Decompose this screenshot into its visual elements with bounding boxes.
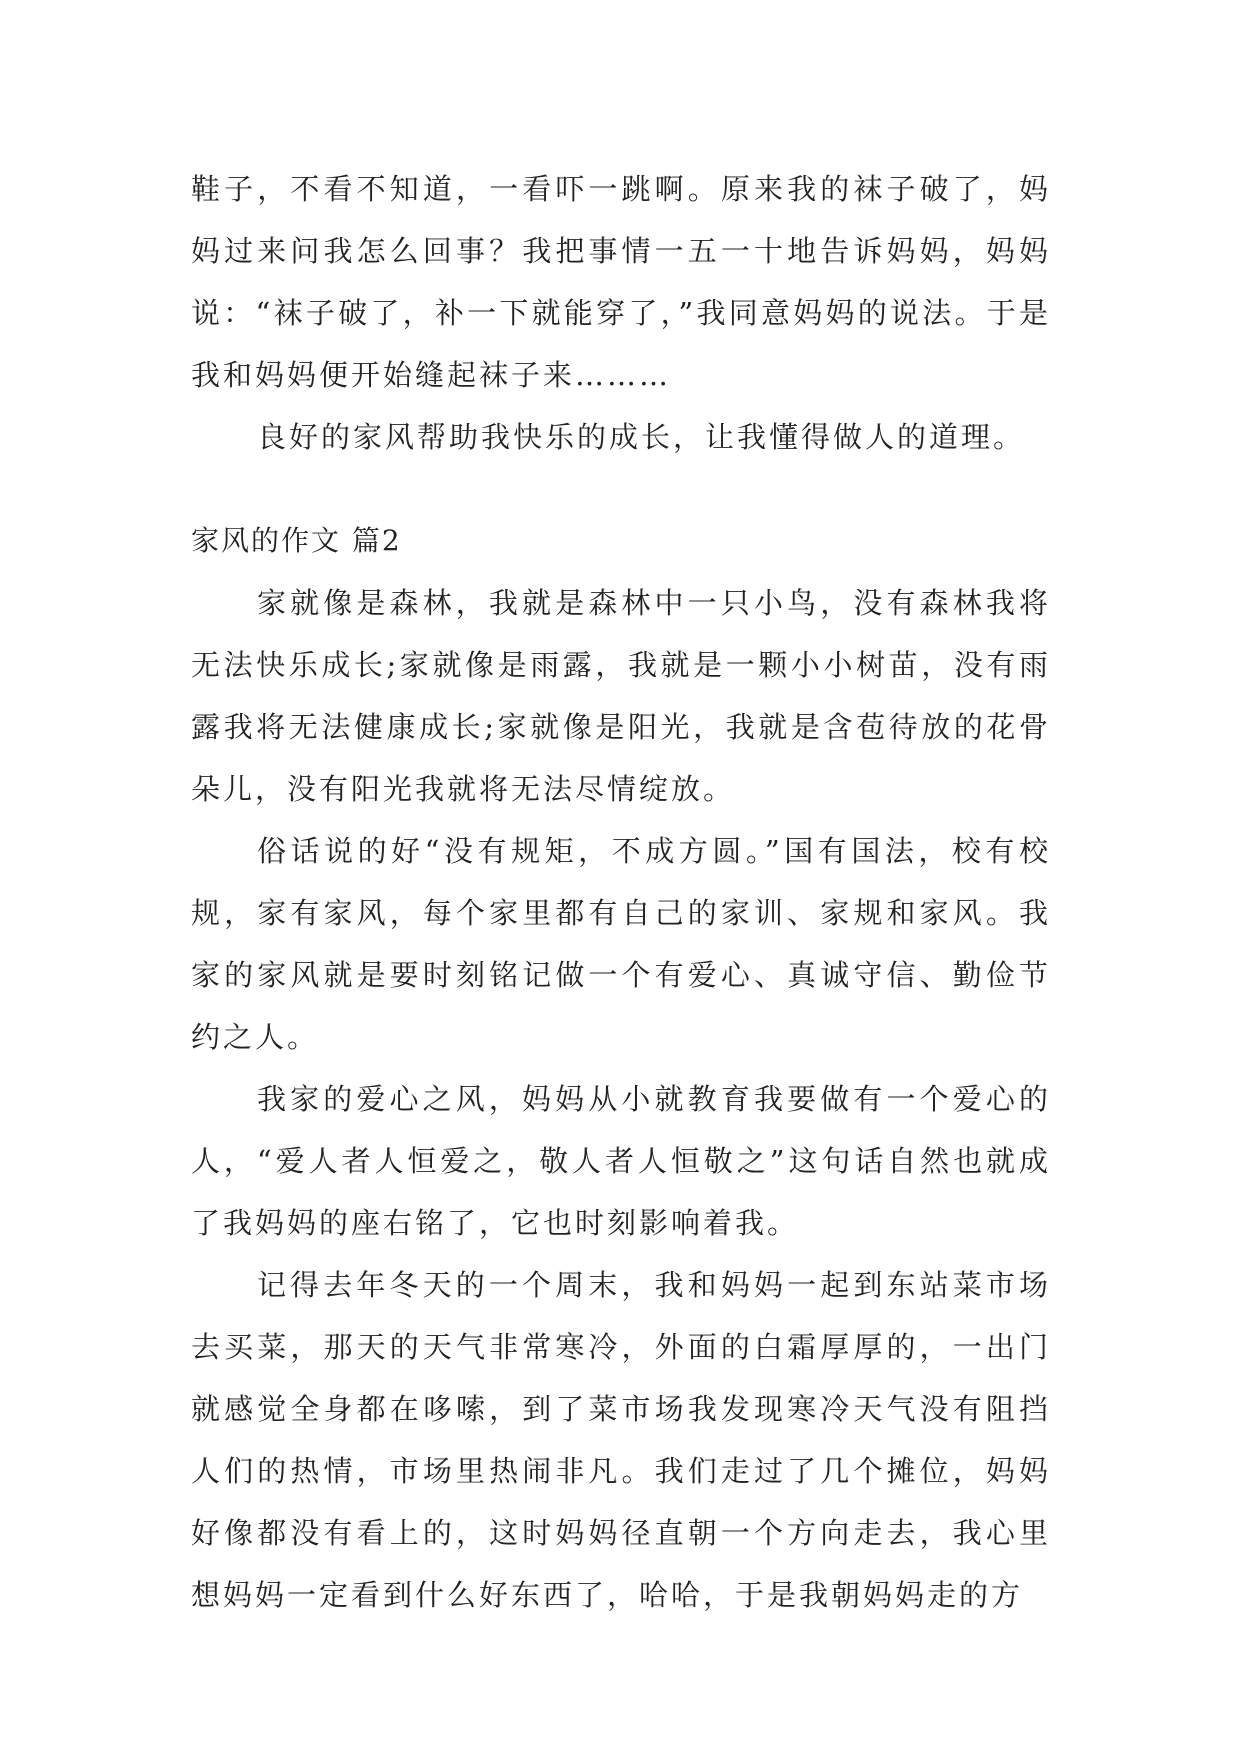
paragraph: 记得去年冬天的一个周末，我和妈妈一起到东站菜市场去买菜，那天的天气非常寒冷，外面的白霜厚厚的，一出门就感觉全身都在哆嗦，到了菜市场我发现寒冷天气没有阻挡人们的热情，市场里热闹非凡。我们走过了几个摊位，妈妈好像都没有看上的，这时妈妈径直朝一个方向走去，我心里想妈妈一定看到什么好东西了，哈哈，于是我朝妈妈走的方 (191, 1268, 1051, 1612)
paragraph-continuation: 鞋子，不看不知道，一看吓一跳啊。原来我的袜子破了，妈妈过来问我怎么回事？我把事情一五一十地告诉妈妈，妈妈说：“袜子破了，补一下就能穿了，”我同意妈妈的说法。于是我和妈妈便开始缝起袜子来……… (191, 172, 1051, 392)
document-body (191, 158, 1051, 1626)
paragraph: 我家的爱心之风，妈妈从小就教育我要做有一个爱心的人，“爱人者人恒爱之，敬人者人恒敬之”这句话自然也就成了我妈妈的座右铭了，它也时刻影响着我。 (191, 1082, 1051, 1240)
section-heading: 家风的作文 篇2 (191, 524, 402, 557)
paragraph: 家就像是森林，我就是森林中一只小鸟，没有森林我将无法快乐成长;家就像是雨露，我就是一颗小小树苗，没有雨露我将无法健康成长;家就像是阳光，我就是含苞待放的花骨朵儿，没有阳光我就将无法尽情绽放。 (191, 586, 1051, 806)
paragraph-conclusion: 良好的家风帮助我快乐的成长，让我懂得做人的道理。 (257, 420, 1026, 454)
paragraph: 俗话说的好“没有规矩，不成方圆。”国有国法，校有校规，家有家风，每个家里都有自己的家训、家规和家风。我家的家风就是要时刻铭记做一个有爱心、真诚守信、勤俭节约之人。 (191, 834, 1051, 1054)
